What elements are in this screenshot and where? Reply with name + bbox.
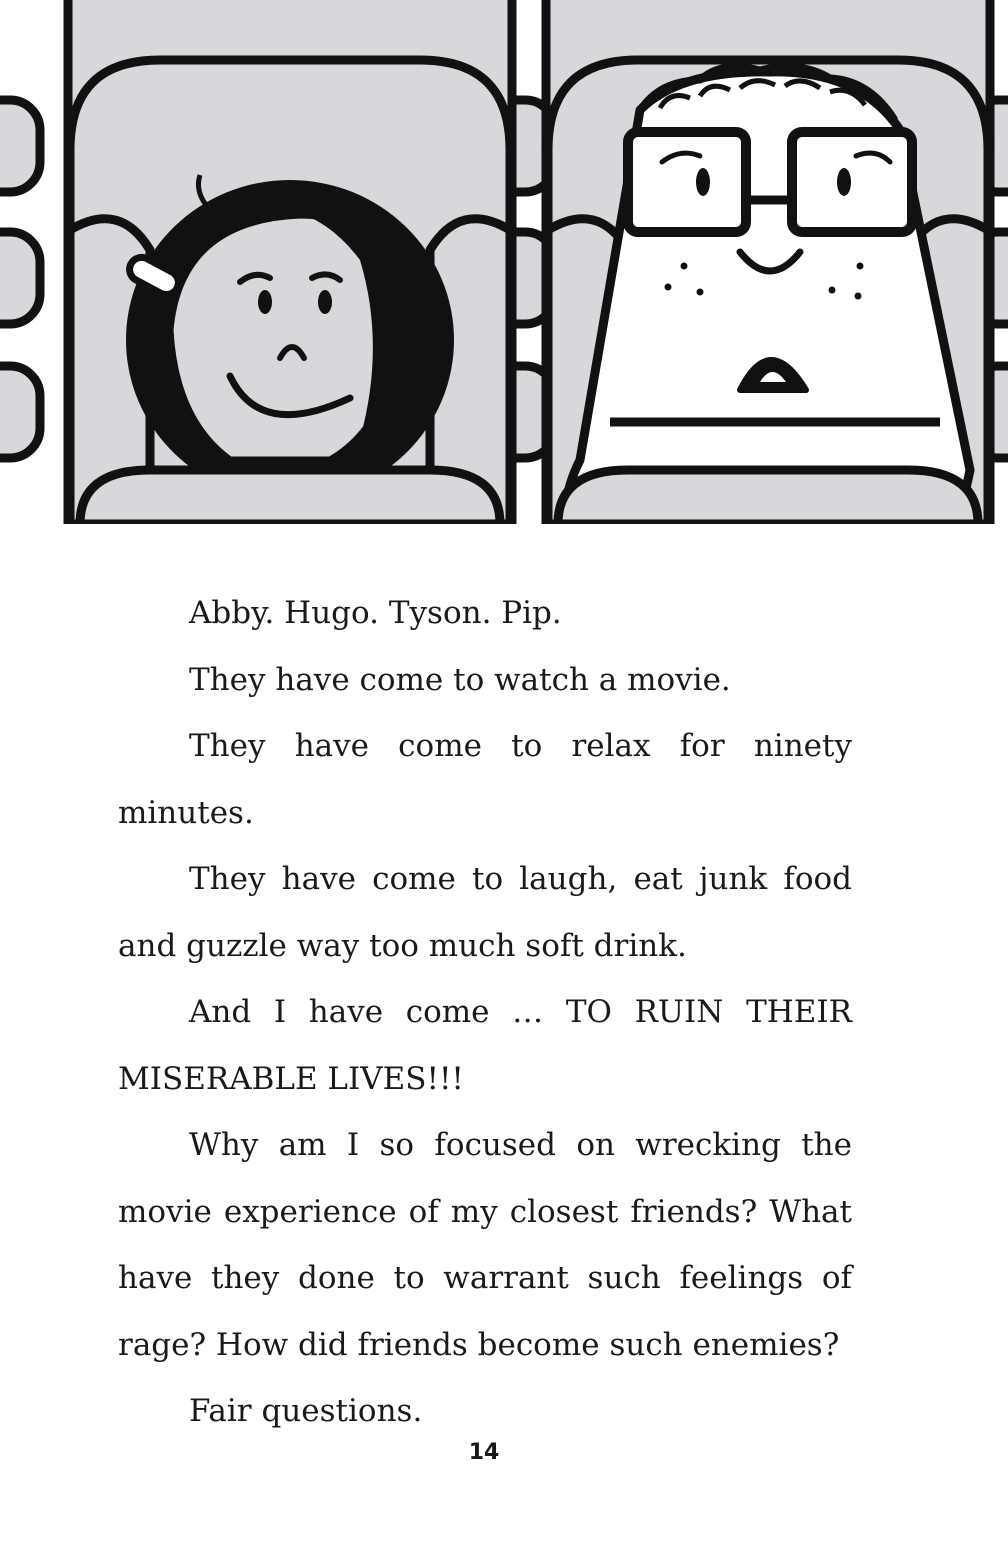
paragraph: They have come to laugh, eat junk food and guzzle way too much soft drink.	[118, 861, 852, 964]
page-number: 14	[468, 1440, 500, 1465]
boy-with-glasses-icon	[567, 66, 970, 524]
background-seat-left-1	[0, 100, 40, 192]
paragraph: They have come to watch a movie.	[189, 661, 731, 698]
front-seat-left	[80, 470, 500, 524]
paragraph: They have come to relax for ninety minutes.	[118, 728, 852, 831]
front-seat-right	[558, 470, 978, 524]
background-seat-left-2	[0, 232, 40, 324]
paragraph: And I have come … TO RUIN THEIR MISERABLE LIVES!!!	[118, 994, 852, 1097]
paragraph: Why am I so focused on wrecking the movie experience of my closest friends? What have they done to warrant such feelings of rage? How did friends become such enemies?	[118, 1127, 852, 1363]
cinema-seats-illustration	[0, 0, 1008, 524]
paragraph: Abby. Hugo. Tyson. Pip.	[189, 595, 562, 631]
background-seat-left-3	[0, 366, 40, 458]
story-text	[118, 580, 852, 1445]
paragraph: Fair questions.	[189, 1393, 423, 1429]
